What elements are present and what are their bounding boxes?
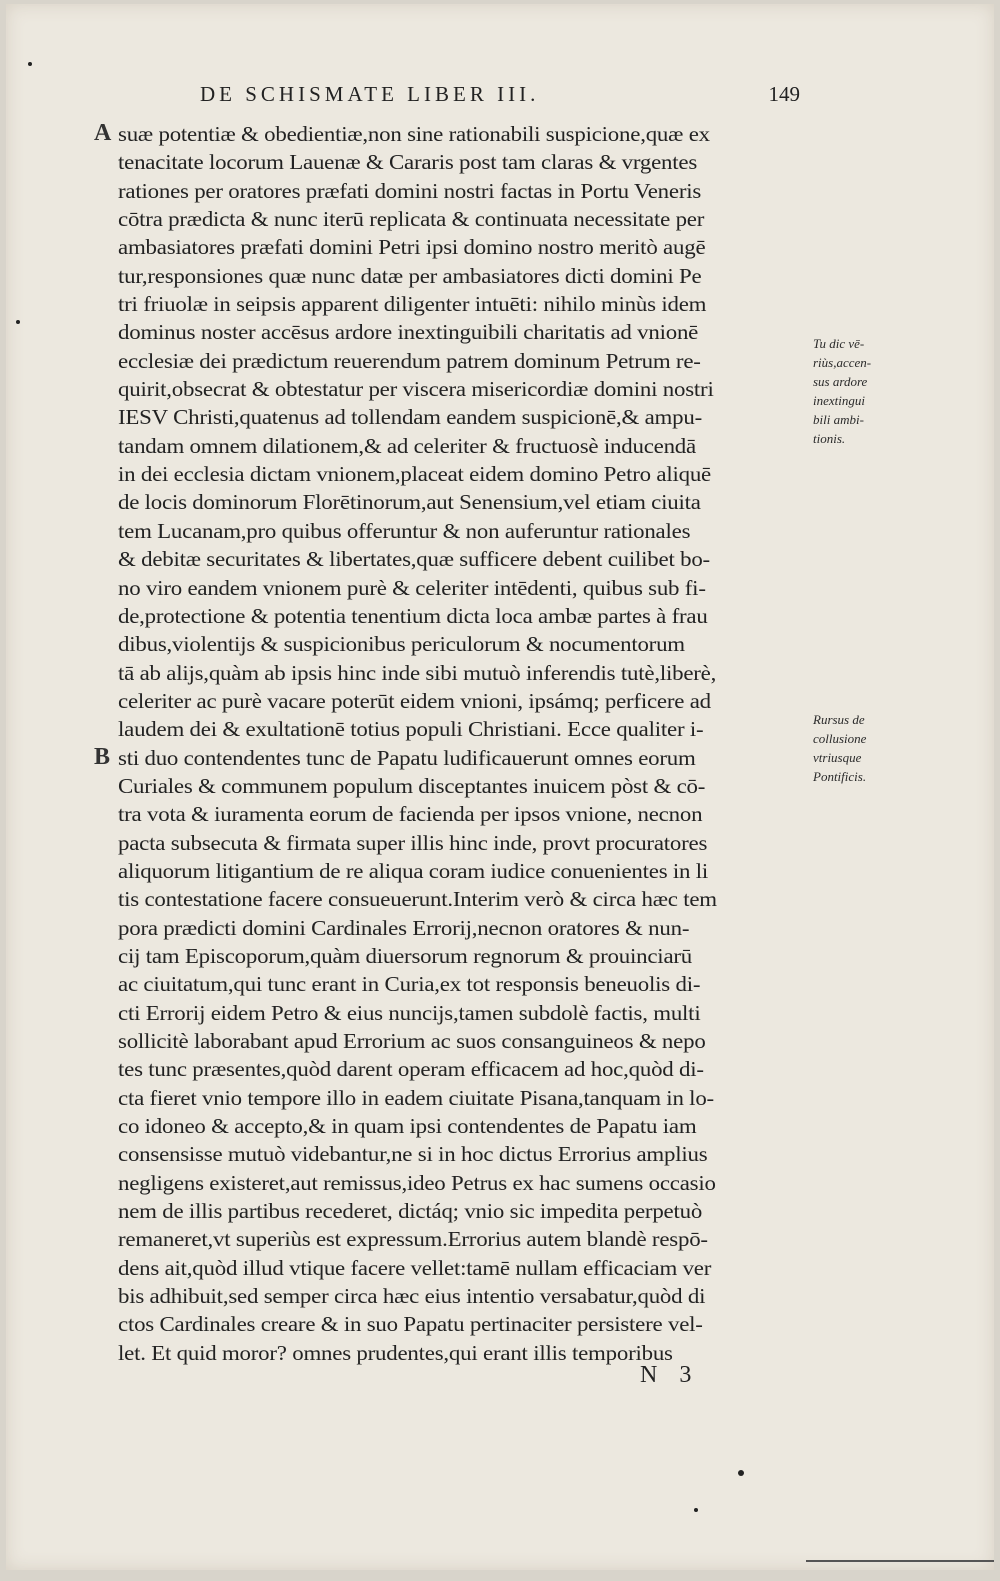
marginal-note-line: inextingui bbox=[813, 393, 865, 408]
text-line: sti duo contendentes tunc de Papatu ludificauerunt omnes eorum bbox=[118, 745, 696, 770]
text-line: dens ait,quòd illud vtique facere vellet:tamē nullam efficaciam ver bbox=[118, 1255, 712, 1280]
text-line: aliquorum litigantium de re aliqua coram iudice conuenientes in li bbox=[118, 858, 709, 883]
text-line: de locis dominorum Florētinorum,aut Senensium,vel etiam ciuita bbox=[118, 490, 701, 515]
text-line: quirit,obsecrat & obtestatur per viscera misericordiæ domini nostri bbox=[118, 377, 714, 402]
text-line: tā ab alijs,quàm ab ipsis hinc inde sibi mutuò inferendis tutè,liberè, bbox=[118, 660, 717, 685]
text-line: tes tunc præsentes,quòd darent operam efficacem ad hoc,quòd di- bbox=[118, 1057, 704, 1082]
text-line: dominus noster accēsus ardore inextinguibili charitatis ad vnionē bbox=[118, 320, 699, 345]
text-line: tis contestatione facere consueuerunt.Interim verò & circa hæc tem bbox=[118, 887, 717, 912]
text-line: cij tam Episcoporum,quàm diuersorum regnorum & prouinciarū bbox=[118, 943, 693, 968]
text-line: nem de illis partibus recederet, dictáq; vnio sic impedita perpetuò bbox=[118, 1199, 703, 1224]
text-line: consensisse mutuò videbantur,ne si in hoc dictus Errorius amplius bbox=[118, 1142, 708, 1167]
text-line: laudem dei & exultationē totius populi Christiani. Ecce qualiter i- bbox=[118, 717, 704, 742]
marginal-note-2 bbox=[813, 710, 893, 786]
marginal-note-line: tionis. bbox=[813, 431, 846, 446]
text-line: remaneret,vt superiùs est expressum.Errorius autem blandè respō- bbox=[118, 1227, 708, 1252]
ink-speck bbox=[16, 320, 20, 324]
text-line: tandam omnem dilationem,& ad celeriter & fructuosè inducendā bbox=[118, 433, 696, 458]
book-page bbox=[6, 4, 994, 1570]
marginal-note-line: vtriusque bbox=[813, 750, 862, 765]
folio-number: 149 bbox=[768, 82, 800, 106]
text-line: cta fieret vnio tempore illo in eadem ciuitate Pisana,tanquam in lo- bbox=[118, 1085, 714, 1110]
body-text bbox=[118, 120, 808, 1367]
marginal-note-line: bili ambi- bbox=[813, 412, 864, 427]
section-marker-a: A bbox=[94, 120, 112, 146]
text-line: cti Errorij eidem Petro & eius nuncijs,tamen subdolè factis, multi bbox=[118, 1000, 701, 1025]
text-line: suæ potentiæ & obedientiæ,non sine rationabili suspicione,quæ ex bbox=[118, 122, 710, 146]
text-line: dibus,violentijs & suspicionibus periculorum & nocumentorum bbox=[118, 632, 685, 657]
ink-speck bbox=[28, 62, 32, 66]
text-line: pora prædicti domini Cardinales Errorij,necnon oratores & nun- bbox=[118, 915, 690, 940]
text-line: pacta subsecuta & firmata super illis hinc inde, provt procuratores bbox=[118, 830, 708, 855]
text-line: tem Lucanam,pro quibus offeruntur & non auferuntur rationales bbox=[118, 518, 691, 543]
text-line: tenacitate locorum Lauenæ & Cararis post tam claras & vrgentes bbox=[118, 150, 698, 175]
text-line: let. Et quid moror? omnes prudentes,qui erant illis temporibus bbox=[118, 1340, 673, 1365]
ink-speck bbox=[738, 1470, 744, 1476]
running-header bbox=[200, 82, 800, 112]
text-line: Curiales & communem populum disceptantes inuicem pòst & cō- bbox=[118, 773, 706, 798]
running-title: DE SCHISMATE LIBER III. bbox=[200, 82, 540, 106]
marginal-note-line: riùs,accen- bbox=[813, 355, 872, 370]
signature-mark: N 3 bbox=[640, 1362, 700, 1388]
text-line: IESV Christi,quatenus ad tollendam eandem suspicionē,& ampu- bbox=[118, 405, 703, 430]
text-line: negligens existeret,aut remissus,ideo Petrus ex hac sumens occasio bbox=[118, 1170, 716, 1195]
marginal-note-line: Rursus de bbox=[813, 712, 865, 727]
text-line: bis adhibuit,sed semper circa hæc eius intentio versabatur,quòd di bbox=[118, 1284, 706, 1309]
text-line: ambasiatores præfati domini Petri ipsi domino nostro meritò augē bbox=[118, 235, 706, 260]
text-line: & debitæ securitates & libertates,quæ sufficere debent cuilibet bo- bbox=[118, 547, 710, 572]
text-line: rationes per oratores præfati domini nostri factas in Portu Veneris bbox=[118, 178, 702, 203]
text-line: celeriter ac purè vacare poterūt eidem vnioni, ipsámq; perficere ad bbox=[118, 688, 711, 713]
marginal-note-line: collusione bbox=[813, 731, 867, 746]
text-line: sollicitè laborabant apud Errorium ac suos consanguineos & nepo bbox=[118, 1029, 706, 1053]
text-line: cōtra prædicta & nunc iterū replicata & continuata necessitate per bbox=[118, 207, 705, 232]
marginal-note-line: Tu dic vē- bbox=[813, 336, 865, 351]
marginal-note-1 bbox=[813, 334, 893, 448]
page-edge-rule bbox=[806, 1560, 994, 1562]
text-line: co idoneo & accepto,& in quam ipsi contendentes de Papatu iam bbox=[118, 1114, 697, 1139]
text-line: tur,responsiones quæ nunc datæ per ambasiatores dicti domini Pe bbox=[118, 263, 702, 288]
ink-speck bbox=[694, 1508, 698, 1512]
text-line: ac ciuitatum,qui tunc erant in Curia,ex tot responsis beneuolis di- bbox=[118, 972, 701, 997]
marginal-note-line: Pontificis. bbox=[813, 769, 867, 784]
text-line: tra vota & iuramenta eorum de facienda per ipsos vnione, necnon bbox=[118, 802, 703, 827]
text-line: ctos Cardinales creare & in suo Papatu pertinaciter persistere vel- bbox=[118, 1312, 703, 1337]
text-line: de,protectione & potentia tenentium dicta loca ambæ partes à frau bbox=[118, 603, 708, 628]
marginal-note-line: sus ardore bbox=[813, 374, 868, 389]
text-line: ecclesiæ dei prædictum reuerendum patrem dominum Petrum re- bbox=[118, 348, 701, 373]
section-marker-b: B bbox=[94, 744, 111, 770]
text-line: no viro eandem vnionem purè & celeriter intēdenti, quibus sub fi- bbox=[118, 575, 706, 600]
text-line: tri friuolæ in seipsis apparent diligenter intuēti: nihilo minùs idem bbox=[118, 292, 707, 317]
text-line: in dei ecclesia dictam vnionem,placeat eidem domino Petro aliquē bbox=[118, 462, 711, 487]
